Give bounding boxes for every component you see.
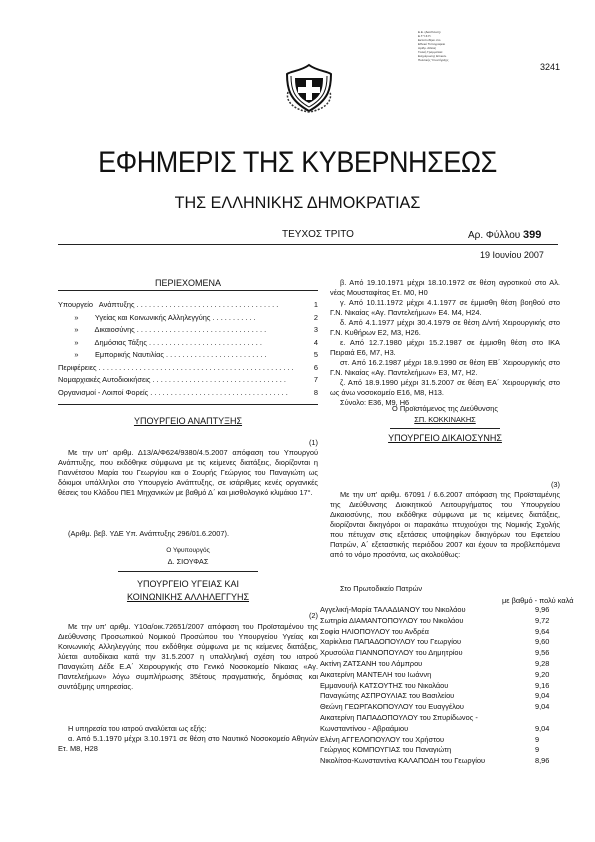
candidate-grade: 9,64: [535, 626, 550, 636]
grade-row: [320, 724, 595, 734]
toc-bottom-rule: [58, 404, 318, 405]
toc-label: Οργανισμοί - Λοιποί Φορείς . . . . . . . . . . . . . . . . . . . . . . . . . . . . . . . . . .: [58, 387, 288, 397]
grade-row: [320, 702, 595, 712]
toc-label: Περιφέρειες . . . . . . . . . . . . . . . . . . . . . . . . . . . . . . . . . . . . . . . . . . . . . . . .: [58, 362, 294, 372]
candidate-name: Σοφία ΗΛΙΟΠΟΥΛΟΥ του Ανδρέα: [320, 626, 429, 636]
candidate-name: Θεώνη ΓΕΩΡΓΑΚΟΠΟΥΛΟΥ του Ευαγγέλου: [320, 702, 464, 712]
sec2-heading-2: ΚΟΙΝΩΝΙΚΗΣ ΑΛΛΗΛΕΓΓΥΗΣ: [126, 592, 250, 602]
toc-row: [58, 388, 318, 398]
greek-coat-of-arms-icon: [283, 62, 335, 114]
issue-date: 19 Ιουνίου 2007: [480, 250, 544, 260]
stamp-line: Αριθμ. Αδείας: [418, 46, 437, 50]
sec3-mark: (3): [550, 480, 560, 489]
candidate-name: Νικολίτσα-Κωνσταντίνα ΚΑΛΑΠΟΔΗ του Γεωργίου: [320, 756, 486, 766]
grade-row: [320, 691, 595, 701]
toc-page-number: 1: [313, 300, 318, 309]
candidate-name: Χαρίκλεια ΠΑΠΑΔΟΠΟΥΛΟΥ του Γεωργίου: [320, 637, 461, 647]
sec1-body: Με την υπ' αριθμ. Δ13/Α/Φ624/9380/4.5.2007 απόφαση του Υπουργού Ανάπτυξης, που εκδόθηκε σύμφωνα με τις κείμενες διατάξεις, διορίζονται η Γιαννέτσου Μαρία του Γεωργίου και ο Σουρής Γεώργιος του Παναγιώτη ως δόκιμοι υπάλληλοι στο Υπουργείο Ανάπτυξης, σε ισάριθμες κενές οργανικές θέσεις του Κλάδου ΠΕ1 Μηχανικών με βαθμό Δ΄ και μισθολογικό κλιμάκιο 17°.: [58, 448, 318, 497]
sec-rule: [118, 571, 258, 572]
grade-header: με βαθμό - πολύ καλά: [502, 596, 574, 605]
toc-row: [58, 363, 318, 373]
toc-label: » Δημόσιας Τάξης . . . . . . . . . . . . . . . . . . . . . . . . . . . .: [58, 337, 262, 347]
service-line: δ. Από 4.1.1977 μέχρι 30.4.1979 σε θέση Δ/ντή Χειρουργικής στο Γ.Ν. Κυθήρων Ε2, Μ3, Η26.: [330, 318, 560, 337]
candidate-name: Παναγιώτης ΑΣΠΡΟΥΛΙΑΣ του Βασιλείου: [320, 691, 455, 701]
toc-label: » Υγείας και Κοινωνικής Αλληλεγγύης . . . . . . . . . . .: [58, 312, 256, 322]
sec2-body: Με την υπ' αριθμ. Υ10α/οικ.72651/2007 απόφαση του Προϊσταμένου της Διεύθυνσης Προσωπικού Νομικού Προσώπου του Υπουργείου Υγείας και Κοινωνικής Αλληλεγγύης που εκδόθηκε σύμφωνα με τις κείμενες διατάξεις, λύεται αυτοδίκαια κατά την 31.5.2007 η υπαλληλική σχέση του ιατρού Παναγιώτη Δέδε Ε.Α΄ Χειρουργικής στο Γενικό Νοσοκομείο Νίκαιας «Αγ. Παντελεήμων» λόγω συμπλήρωσης 35έτους πραγματικής, δημόσιας και συντάξιμης υπηρεσίας.: [58, 622, 318, 691]
sec1-heading: ΥΠΟΥΡΓΕΙΟ ΑΝΑΠΤΥΞΗΣ: [133, 416, 243, 426]
service-list: [330, 278, 560, 408]
grade-row: [320, 616, 595, 626]
service-line: ζ. Από 18.9.1990 μέχρι 31.5.2007 σε θέση ΕΑ΄ Χειρουργικής στο ως άνω νοσοκομείο Ε16, Μ8, Η13.: [330, 378, 560, 397]
toc-row: [58, 325, 318, 335]
service-line: γ. Από 10.11.1972 μέχρι 4.1.1977 σε έμμισθη θέση βοηθού στο Γ.Ν. Νικαίας «Αγ. Παντελεήμων» Ε4. Μ4, Η24.: [330, 298, 560, 317]
candidate-name: Ελένη ΑΓΓΕΛΟΠΟΥΛΟΥ του Χρήστου: [320, 734, 445, 744]
toc-label: Υπουργείο Ανάπτυξης . . . . . . . . . . . . . . . . . . . . . . . . . . . . . . . . . . .: [58, 300, 279, 309]
sec2-sign-name: ΣΠ. ΚΟΚΚΙΝΑΚΗΣ: [414, 415, 476, 424]
grade-row: [320, 637, 595, 647]
toc-row: [58, 375, 318, 385]
gazette-title: ΕΦΗΜΕΡΙΣ ΤΗΣ ΚΥΒΕΡΝΗΣΕΩΣ: [98, 146, 497, 179]
toc-page-number: 8: [313, 387, 318, 397]
service-line: στ. Από 16.2.1987 μέχρι 18.9.1990 σε θέση ΕΒ΄ Χειρουργικής στο Γ.Ν. Νικαίας «Αγ. Παντελεήμων» Ε3, Μ7, Η2.: [330, 358, 560, 377]
grade-row: [320, 627, 595, 637]
sec2-service-a: α. Από 5.1.1970 μέχρι 3.10.1971 σε θέση στο Ναυτικό Νοσοκομείο Αθηνών Ετ. Μ8, Η28: [58, 734, 318, 753]
grade-row: [320, 713, 595, 723]
toc-row: [58, 350, 318, 360]
sec2-heading-1: ΥΠΟΥΡΓΕΙΟ ΥΓΕΙΑΣ ΚΑΙ: [136, 579, 240, 589]
left-column: [58, 278, 318, 818]
candidate-grade: 9,04: [535, 723, 550, 733]
stamp-line: Ε.Τ.Υ.Σ.Π.: [418, 34, 432, 38]
print-stamp: [418, 30, 486, 62]
stamp-line: Εκτυπώθηκε στο: [418, 38, 441, 42]
service-line: Σύνολο: Ε36, Μ9, Η6: [340, 398, 410, 407]
candidate-name: Αγγελική-Μαρία ΤΑΛΑΔΙΑΝΟΥ του Νικολάου: [320, 605, 466, 614]
candidate-grade: 8,96: [535, 756, 550, 766]
right-column: [320, 278, 574, 818]
grade-row: [320, 745, 595, 755]
sec1-mark: (1): [308, 438, 318, 447]
toc-page-number: 7: [313, 375, 318, 384]
candidate-grade: 9,04: [535, 691, 550, 701]
stamp-line: Πολιτικής Υποστήριξης: [418, 58, 449, 62]
grade-row: [320, 681, 595, 691]
sec3-heading: ΥΠΟΥΡΓΕΙΟ ΔΙΚΑΙΟΣΥΝΗΣ: [388, 433, 502, 443]
candidate-grade: 9: [535, 734, 540, 744]
toc-page-number: 3: [313, 325, 318, 334]
stamp-line: Γενική Γραμματεία: [418, 50, 443, 54]
candidate-name: Χρυσούλα ΓΙΑΝΝΟΠΟΥΛΟΥ του Δημητρίου: [320, 648, 463, 658]
sec1-ref: (Αριθμ. βεβ. ΥΔΕ Υπ. Ανάπτυξης 296/01.6.2007).: [68, 529, 230, 538]
sec2-service-intro: Η υπηρεσία του ιατρού αναλύεται ως εξής:: [68, 724, 207, 733]
grade-row: [320, 605, 595, 615]
toc-label: Νομαρχιακές Αυτοδιοικήσεις . . . . . . . . . . . . . . . . . . . . . . . . . . . . . . . . .: [58, 375, 286, 384]
sec2-mark: (2): [308, 611, 318, 620]
candidate-grade: 9,04: [535, 702, 550, 712]
toc-page-number: 4: [313, 337, 318, 347]
candidate-name: Σωτηρία ΔΙΑΜΑΝΤΟΠΟΥΛΟΥ του Νικολάου: [320, 615, 464, 625]
sec1-sign-role: Ο Υφυπουργός: [166, 547, 210, 554]
toc-label: » Εμπορικής Ναυτιλίας . . . . . . . . . . . . . . . . . . . . . . . . .: [58, 350, 267, 359]
issue-label: ΤΕΥΧΟΣ ΤΡΙΤΟ: [282, 229, 354, 240]
candidate-grade: 9,72: [535, 615, 550, 625]
page-number: 3241: [540, 62, 561, 72]
candidate-name: Ακτίνη ΖΑΤΣΑΝΗ του Λάμπρου: [320, 659, 423, 668]
sec1-sign-name: Δ. ΣΙΟΥΦΑΣ: [167, 557, 209, 566]
toc-page-number: 2: [313, 312, 318, 322]
candidate-grade: 9,20: [535, 669, 550, 679]
candidate-name: Γεώργιος ΚΟΜΠΟΥΓΙΑΣ του Παναγιώτη: [320, 745, 452, 755]
grade-row: [320, 648, 595, 658]
candidate-name: Αικατερίνη ΜΑΝΤΕΛΗ του Ιωάννη: [320, 669, 432, 679]
toc-row: [58, 338, 318, 348]
court-label: Στο Πρωτοδικείο Πατρών: [340, 584, 423, 593]
stamp-line: Ε.Ε. (Διεύθυνση): [418, 30, 441, 34]
candidate-grade: 9,60: [535, 637, 550, 647]
service-line: β. Από 19.10.1971 μέχρι 18.10.1972 σε θέση αγροτικού στο Αλ. νέας Μουσταφίτας Ετ. Μ0, Η0: [330, 278, 560, 297]
grade-row: [320, 659, 595, 669]
gazette-subtitle: ΤΗΣ ΕΛΛΗΝΙΚΗΣ ΔΗΜΟΚΡΑΤΙΑΣ: [174, 193, 421, 212]
toc-label: » Δικαιοσύνης . . . . . . . . . . . . . . . . . . . . . . . . . . . . . . . .: [58, 325, 267, 334]
candidate-grade: 9,96: [535, 605, 550, 614]
stamp-line: Ενημέρωσης Επικοιν.: [418, 54, 447, 58]
toc-heading: ΠΕΡΙΕΧΟΜΕΝΑ: [154, 278, 221, 288]
sec2-sign-role: Ο Προϊστάμενος της Διεύθυνσης: [392, 404, 498, 413]
toc-row: [58, 300, 318, 310]
candidate-name: Κωνσταντίνου - Αβραάμιου: [320, 723, 409, 733]
candidate-grade: 9,28: [535, 659, 550, 668]
candidate-grade: 9,56: [535, 648, 550, 658]
sec-rule-right: [390, 428, 500, 429]
service-line: ε. Από 12.7.1980 μέχρι 15.2.1987 σε έμμισθη θέση στο ΙΚΑ Πειραιά Ε6, Μ7, Η3.: [330, 338, 560, 357]
grade-row: [320, 756, 595, 766]
sec3-body: Με την υπ' αριθμ. 67091 / 6.6.2007 απόφαση της Προϊσταμένης της Διεύθυνσης Διοικητικού Λειτουργήματος του Υπουργείου Δικαιοσύνης, που εκδόθηκε σύμφωνα με τις κείμενες διατάξεις, διορίζονται δικηγόροι οι παρακάτω πτυχιούχοι της Νομικής Σχολής που πέτυχαν στις εξετάσεις υποψηφίων δικηγόρων του Εφετείου Πατρών, Α΄ εξεταστικής περιόδου 2007 και έχουν τα προβλεπόμενα από το νόμο προσόντα, ως ακολούθως:: [330, 490, 560, 559]
toc-row: [58, 313, 318, 323]
sheet-number: 399: [523, 229, 542, 241]
toc-rule: [58, 290, 318, 291]
sheet-label: Αρ. Φύλλου: [468, 230, 521, 241]
toc-page-number: 5: [313, 350, 318, 359]
candidate-grade: 9: [535, 745, 540, 755]
stamp-line: Εθνικό Τυπογραφείο: [418, 42, 446, 46]
candidate-grade: 9,16: [535, 680, 550, 690]
grade-row: [320, 735, 595, 745]
candidate-name: Αικατερίνη ΠΑΠΑΔΟΠΟΥΛΟΥ του Σπυρίδωνος -: [320, 713, 478, 722]
header-rule: [58, 244, 558, 245]
toc-page-number: 6: [313, 362, 318, 372]
candidate-name: Εμμανουήλ ΚΑΤΣΟΥΤΗΣ του Νικολάου: [320, 680, 449, 690]
grade-row: [320, 670, 595, 680]
sheet-info: [468, 229, 541, 241]
